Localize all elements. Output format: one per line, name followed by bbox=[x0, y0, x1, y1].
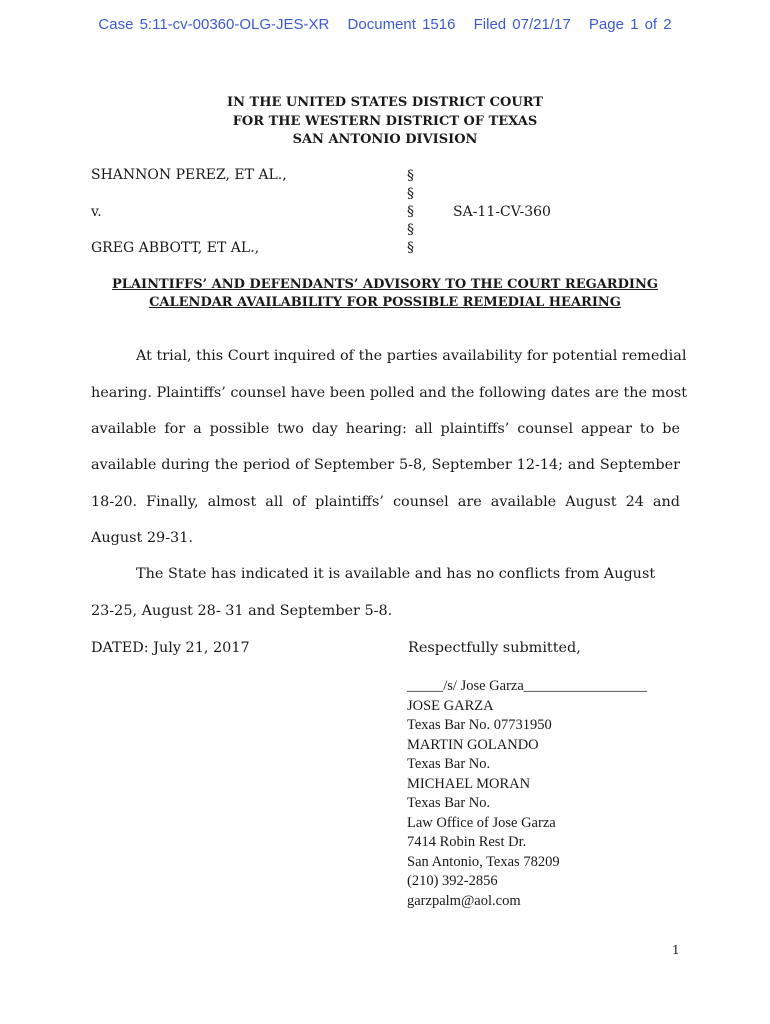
page-count-stamp: Page 1 of 2 bbox=[588, 16, 672, 33]
court-heading-line-2: FOR THE WESTERN DISTRICT OF TEXAS bbox=[232, 113, 538, 129]
title-line-2: CALENDAR AVAILABILITY FOR POSSIBLE REMEDIAL HEARING bbox=[149, 295, 621, 310]
document-title bbox=[0, 276, 770, 312]
respectfully-submitted: Respectfully submitted, bbox=[408, 640, 581, 656]
signature-block-line: Texas Bar No. 07731950 bbox=[407, 717, 552, 733]
filed-date-stamp: Filed 07/21/17 bbox=[473, 16, 571, 33]
signature-block-line: Texas Bar No. bbox=[407, 795, 491, 811]
paragraph-line: 23-25, August 28- 31 and September 5-8. bbox=[91, 603, 393, 619]
case-number-stamp: Case 5:11-cv-00360-OLG-JES-XR bbox=[98, 16, 330, 33]
paragraph-line: available during the period of September 5-8, September 12-14; and September bbox=[91, 457, 680, 473]
signature-block-line: JOSE GARZA bbox=[407, 697, 494, 714]
signature-block-line: MICHAEL MORAN bbox=[407, 775, 531, 792]
court-heading-line-3: SAN ANTONIO DIVISION bbox=[292, 132, 478, 147]
signature-block-line: Texas Bar No. bbox=[407, 756, 491, 772]
signature-block-line: (210) 392-2856 bbox=[407, 873, 498, 889]
paragraph-line: At trial, this Court inquired of the parties availability for potential remedial bbox=[136, 348, 687, 364]
signature-block-line: San Antonio, Texas 78209 bbox=[407, 853, 560, 870]
versus: v. bbox=[91, 204, 102, 220]
defendant-name: GREG ABBOTT, ET AL., bbox=[91, 240, 260, 256]
paragraph-line: available for a possible two day hearing: all plaintiffs’ counsel appear to be bbox=[91, 421, 680, 437]
plaintiff-name: SHANNON PEREZ, ET AL., bbox=[91, 167, 287, 183]
paragraph-line: August 29-31. bbox=[91, 530, 193, 546]
paragraph-line: hearing. Plaintiffs’ counsel have been polled and the following dates are the most bbox=[91, 385, 688, 401]
signature-block bbox=[407, 677, 647, 911]
case-number: SA-11-CV-360 bbox=[453, 204, 551, 220]
email-address: garzpalm@aol.com bbox=[407, 892, 521, 909]
section-symbol: § § § § § bbox=[407, 168, 414, 256]
signature-block-line: MARTIN GOLANDO bbox=[407, 736, 539, 753]
document-number-stamp: Document 1516 bbox=[347, 16, 456, 33]
title-line-1: PLAINTIFFS’ AND DEFENDANTS’ ADVISORY TO THE COURT REGARDING bbox=[112, 277, 658, 292]
page-number: 1 bbox=[672, 943, 680, 957]
paragraph-line: 18-20. Finally, almost all of plaintiffs’ counsel are available August 24 and bbox=[91, 494, 680, 510]
court-heading-line-1: IN THE UNITED STATES DISTRICT COURT bbox=[227, 95, 543, 110]
ecf-header-stamp bbox=[0, 16, 770, 33]
signature-block-line: 7414 Robin Rest Dr. bbox=[407, 834, 527, 850]
signature-block-line: Law Office of Jose Garza bbox=[407, 814, 556, 831]
paragraph-line: The State has indicated it is available and has no conflicts from August bbox=[136, 566, 656, 582]
dated-line: DATED: July 21, 2017 bbox=[91, 640, 250, 656]
court-heading bbox=[0, 94, 770, 150]
signature-line: _____/s/ Jose Garza_________________ bbox=[407, 678, 648, 694]
